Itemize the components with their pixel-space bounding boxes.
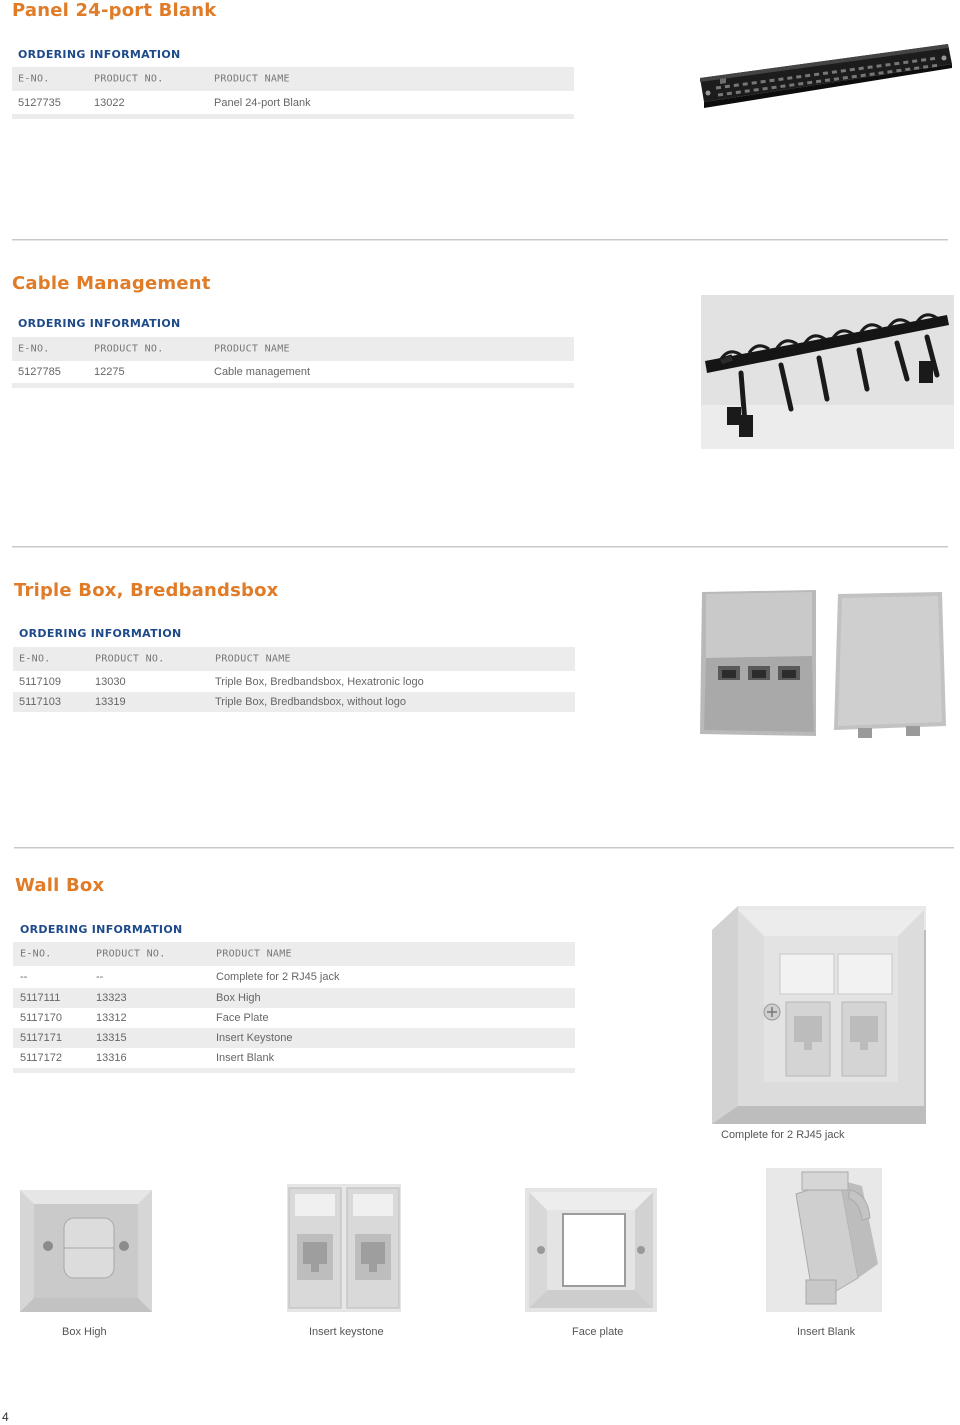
cell-product-name: Insert Blank [216,1052,275,1064]
section-title-triple-box: Triple Box, Bredbandsbox [14,580,279,601]
table-row [12,361,574,383]
ordering-info-label: ORDERING INFORMATION [18,317,181,330]
cell-product-name: Panel 24-port Blank [214,96,311,109]
ordering-table-triple-box [13,647,575,712]
ordering-table-wall-box [13,942,575,1073]
table-header [12,67,574,91]
header-product-name: PRODUCT NAME [214,343,290,355]
cable-management-image [701,295,954,449]
table-header [13,942,575,966]
header-product-no: PRODUCT NO. [95,653,165,665]
cell-product-name: Triple Box, Bredbandsbox, Hexatronic logo [215,675,424,688]
section-divider [12,239,948,241]
caption-complete: Complete for 2 RJ45 jack [721,1129,845,1141]
insert-blank-image [766,1168,882,1312]
face-plate-image [525,1188,657,1312]
header-product-no: PRODUCT NO. [94,73,164,85]
section-title-panel: Panel 24-port Blank [12,0,217,21]
cell-e-no: 5117170 [20,1012,63,1024]
cell-e-no: 5117172 [20,1052,63,1064]
table-row [13,692,575,712]
header-product-name: PRODUCT NAME [215,653,291,665]
cell-product-name: Cable management [214,366,311,378]
table-row [13,1008,575,1028]
table-row [13,988,575,1008]
cell-product-no: 12275 [94,366,125,378]
table-end-bar [12,114,574,119]
cell-product-no: 13319 [95,696,126,708]
table-header [13,647,575,671]
table-end-bar [12,383,574,388]
cell-e-no: -- [20,971,28,983]
cell-e-no: 5127735 [18,96,61,109]
header-product-no: PRODUCT NO. [96,948,166,960]
header-e-no: E-NO. [20,948,52,960]
header-e-no: E-NO. [18,343,50,355]
panel-24-port-image [698,38,954,114]
ordering-info-label: ORDERING INFORMATION [18,48,181,61]
header-product-name: PRODUCT NAME [214,73,290,85]
table-row [13,1048,575,1068]
cell-e-no: 5117171 [20,1032,63,1044]
section-title-cable-management: Cable Management [12,273,211,294]
cell-product-no: 13316 [96,1052,127,1064]
ordering-table-cable-management [12,337,574,388]
cell-e-no: 5117111 [20,992,61,1004]
cell-product-no: 13022 [94,96,125,109]
header-e-no: E-NO. [18,73,50,85]
section-divider [12,546,948,548]
box-high-image [20,1190,152,1312]
caption-insert-blank: Insert Blank [797,1326,856,1338]
caption-insert-keystone: Insert keystone [309,1326,384,1338]
section-divider [14,847,954,849]
wall-box-complete-image [710,906,928,1126]
cell-e-no: 5127785 [18,366,61,378]
table-row [13,1028,575,1048]
cell-product-no: 13030 [95,675,126,688]
triple-box-image [692,586,956,744]
table-row [13,966,575,988]
cell-product-name: Face Plate [216,1012,269,1024]
header-e-no: E-NO. [19,653,51,665]
caption-face-plate: Face plate [572,1326,624,1338]
cell-product-name: Insert Keystone [216,1032,293,1044]
caption-box-high: Box High [62,1326,107,1338]
cell-e-no: 5117109 [19,675,62,688]
table-end-bar [13,1068,575,1073]
header-product-no: PRODUCT NO. [94,343,164,355]
table-header [12,337,574,361]
cell-product-name: Triple Box, Bredbandsbox, without logo [215,696,406,708]
table-row [13,671,575,692]
cell-product-no: 13315 [96,1032,127,1044]
cell-product-name: Complete for 2 RJ45 jack [216,971,340,983]
insert-keystone-image [287,1184,401,1312]
ordering-table-panel [12,67,574,119]
cell-product-no: 13323 [96,992,127,1004]
cell-product-no: 13312 [96,1012,127,1024]
section-title-wall-box: Wall Box [15,875,105,896]
header-product-name: PRODUCT NAME [216,948,292,960]
cell-product-no: -- [96,971,104,983]
ordering-info-label: ORDERING INFORMATION [20,923,183,936]
page-number: 4 [2,1410,9,1424]
table-row [12,91,574,114]
cell-product-name: Box High [216,992,261,1004]
cell-e-no: 5117103 [19,696,62,708]
ordering-info-label: ORDERING INFORMATION [19,627,182,640]
